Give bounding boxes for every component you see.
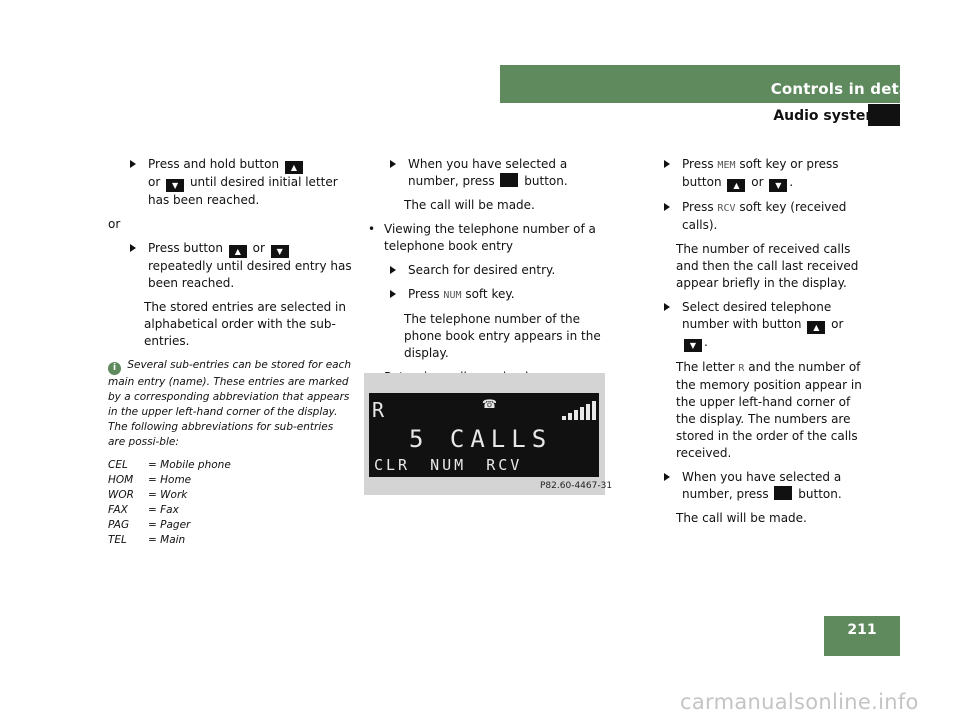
up-button-icon: ▲ bbox=[285, 161, 303, 174]
step-arrow-icon bbox=[390, 160, 396, 168]
info-text: Several sub-entries can be stored for each main entry (name). These entries are marked by a corresponding abbreviation that appears in the upper left-hand corner of the display. The following abbreviations for sub-entries are possi-ble: bbox=[108, 359, 352, 448]
step-arrow-icon bbox=[130, 244, 136, 252]
step-press-repeatedly: Press button ▲ or ▼ repeatedly until desired entry has been reached. bbox=[108, 240, 353, 292]
signal-strength-icon bbox=[562, 400, 598, 420]
display-softkeys: CLR NUM RCV bbox=[374, 456, 523, 474]
abbreviation-row: PAG = Pager bbox=[108, 519, 191, 531]
up-button-icon: ▲ bbox=[727, 179, 745, 192]
watermark: carmanualsonline.info bbox=[680, 690, 919, 714]
step-press-mem: Press MEM soft key or press button ▲ or ▼ . bbox=[642, 156, 867, 192]
step-arrow-icon bbox=[130, 160, 136, 168]
result-text: The number of received calls and then the call last received appear briefly in the display. bbox=[676, 242, 859, 290]
info-icon: i bbox=[108, 362, 121, 375]
display-r-label: R bbox=[372, 398, 385, 422]
step-arrow-icon bbox=[390, 266, 396, 274]
rcv-soft-key: RCV bbox=[717, 203, 736, 214]
up-button-icon: ▲ bbox=[807, 321, 825, 334]
step-press-hold: Press and hold button ▲ or ▼ until desired initial letter has been reached. bbox=[108, 156, 353, 209]
bullet-icon: • bbox=[368, 222, 376, 236]
result-text: The call will be made. bbox=[676, 511, 807, 525]
page-number: 211 bbox=[847, 622, 877, 638]
abbreviation-row: WOR = Work bbox=[108, 489, 188, 501]
step-arrow-icon bbox=[664, 303, 670, 311]
figure-id: P82.60-4467-31 bbox=[540, 481, 613, 491]
or-text: or bbox=[108, 217, 121, 231]
mem-soft-key: MEM bbox=[717, 160, 736, 171]
step-arrow-icon bbox=[390, 290, 396, 298]
step-arrow-icon bbox=[664, 160, 670, 168]
column-1 bbox=[108, 156, 353, 357]
step-press-num: Press NUM soft key. bbox=[368, 286, 608, 304]
bullet-view-number: • Viewing the telephone number of a telephone book entry bbox=[368, 222, 596, 253]
result-text: The call will be made. bbox=[404, 198, 535, 212]
display-calls-text: 5 CALLS bbox=[409, 425, 553, 453]
abbreviation-list bbox=[108, 458, 353, 548]
step-select-number: Select desired telephone number with button ▲ or ▼ . bbox=[642, 299, 867, 352]
num-soft-key: NUM bbox=[443, 290, 462, 301]
abbreviation-row: HOM = Home bbox=[108, 474, 192, 486]
chapter-title: Controls in detail bbox=[770, 80, 920, 98]
result-text: The stored entries are selected in alphabetical order with the sub-entries. bbox=[144, 300, 346, 348]
down-button-icon: ▼ bbox=[769, 179, 787, 192]
down-button-icon: ▼ bbox=[271, 245, 289, 258]
down-button-icon: ▼ bbox=[684, 339, 702, 352]
abbreviation-row: CEL = Mobile phone bbox=[108, 459, 231, 471]
abbreviation-row: TEL = Main bbox=[108, 534, 186, 546]
send-phone-button-icon bbox=[774, 486, 792, 500]
step-press-rcv: Press RCV soft key (received calls). bbox=[642, 199, 867, 234]
column-3 bbox=[642, 156, 867, 534]
step-arrow-icon bbox=[664, 203, 670, 211]
step-press-call: When you have selected a number, press button. bbox=[368, 156, 608, 190]
r-display-letter: R bbox=[738, 363, 745, 374]
result-text: The letter R and the number of the memory position appear in the upper left-hand corner of the display. The numbers are stored in the order of the calls received. bbox=[676, 360, 862, 460]
send-phone-button-icon bbox=[500, 173, 518, 187]
result-text: The telephone number of the phone book entry appears in the display. bbox=[404, 312, 601, 360]
info-note bbox=[108, 358, 353, 548]
section-title: Audio system bbox=[773, 108, 880, 124]
step-arrow-icon bbox=[664, 473, 670, 481]
handset-icon: ☎ bbox=[482, 397, 497, 411]
step-press-call: When you have selected a number, press button. bbox=[642, 469, 867, 503]
down-button-icon: ▼ bbox=[166, 179, 184, 192]
column-2 bbox=[368, 156, 608, 393]
up-button-icon: ▲ bbox=[229, 245, 247, 258]
abbreviation-row: FAX = Fax bbox=[108, 504, 179, 516]
step-search: Search for desired entry. bbox=[368, 262, 608, 279]
